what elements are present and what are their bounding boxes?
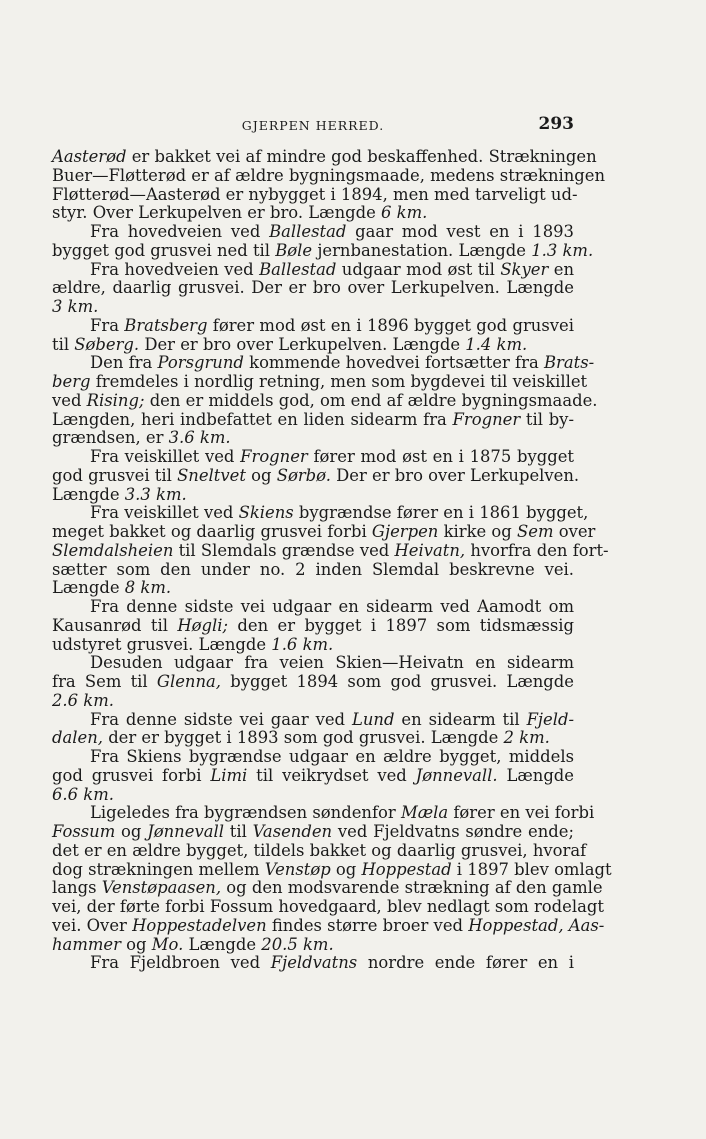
- italic-term: Fjeld-: [526, 709, 574, 729]
- italic-term: Aas-: [568, 915, 605, 935]
- italic-term: 3 km.: [52, 297, 99, 316]
- text-run: ved: [52, 390, 87, 410]
- text-run: og den modsvarende strækning af den gamle: [221, 878, 603, 898]
- text-run: langs: [52, 878, 102, 898]
- text-run: Fra denne sidste vei gaar ved: [90, 709, 352, 729]
- text-run: til by-: [520, 409, 574, 429]
- italic-term: Gjerpen: [371, 522, 439, 541]
- text-run: god grusvei forbi: [52, 765, 211, 785]
- italic-term: Brats-: [543, 353, 595, 373]
- text-line: [52, 840, 587, 861]
- text-run: ældre, daarlig grusvei. Der er bro over Lerkupelven. Længde: [52, 278, 574, 298]
- text-run: meget bakket og daarlig grusvei forbi: [52, 522, 372, 541]
- text-run: bygrændse fører en i 1861 bygget,: [293, 503, 589, 523]
- text-line: [52, 915, 605, 936]
- text-run: fra Sem til: [52, 672, 157, 691]
- italic-term: 6.6 km.: [52, 784, 114, 804]
- text-run: Fra: [90, 315, 125, 335]
- italic-term: Hoppestad: [361, 859, 452, 879]
- italic-term: Porsgrund: [157, 353, 244, 373]
- text-run: findes større broer ved: [266, 915, 469, 935]
- text-run: og: [120, 934, 152, 954]
- text-line: [52, 261, 574, 280]
- italic-term: Ballestad: [259, 259, 337, 279]
- italic-term: Sneltvet: [177, 465, 246, 485]
- page-number: 293: [538, 114, 574, 134]
- text-run: en: [548, 259, 574, 279]
- text-line: [52, 617, 574, 636]
- italic-term: 3.3 km.: [124, 484, 187, 504]
- italic-term: Hoppestad,: [468, 915, 564, 935]
- text-line: [52, 859, 612, 880]
- italic-term: Bratsberg: [124, 315, 208, 335]
- text-line: [52, 298, 574, 317]
- text-run: Buer—Fløtterød er af ældre bygningsmaade, medens strækningen: [52, 165, 606, 185]
- text-run: til: [223, 822, 253, 841]
- italic-term: Skiens: [238, 503, 294, 523]
- text-run: til: [52, 334, 75, 354]
- italic-term: Rising;: [86, 390, 145, 410]
- text-run: udgaar mod øst til: [336, 259, 501, 279]
- text-run: fører mod øst en i 1875 bygget: [307, 447, 575, 466]
- text-line: [52, 786, 574, 805]
- text-line: [52, 147, 597, 167]
- text-run: god grusvei til: [52, 465, 178, 485]
- italic-term: 8 km.: [124, 578, 172, 598]
- italic-term: Hoppestadelven: [132, 915, 267, 935]
- italic-term: 1.3 km.: [531, 240, 594, 260]
- italic-term: Limi: [210, 765, 248, 785]
- text-line: [52, 803, 595, 823]
- text-run: den er middels god, om end af ældre bygningsmaade.: [144, 390, 598, 410]
- text-run: styr. Over Lerkupelven er bro. Længde: [52, 203, 382, 223]
- text-run: udstyret grusvei. Længde: [52, 634, 272, 654]
- italic-term: Skyer: [500, 259, 549, 279]
- text-line: [52, 823, 574, 842]
- italic-term: Venstøp: [264, 859, 331, 879]
- text-run: Fra veiskillet ved: [90, 503, 239, 523]
- text-line: [52, 579, 574, 598]
- italic-term: 20.5 km.: [261, 934, 334, 954]
- text-run: der er bygget i 1893 som god grusvei. Længde: [102, 728, 504, 748]
- text-line: [52, 711, 574, 730]
- text-run: sætter som den under no. 2 inden Slemdal beskrevne vei.: [52, 559, 574, 579]
- text-line: [52, 204, 574, 223]
- italic-term: Fjeldvatns: [270, 953, 358, 973]
- text-run: Fra hovedveien ved: [90, 259, 260, 279]
- text-run: en sidearm til: [394, 709, 527, 729]
- italic-term: 2 km.: [503, 728, 550, 748]
- text-line: [52, 954, 574, 973]
- text-run: og: [245, 465, 277, 485]
- text-line: [52, 184, 578, 205]
- text-run: Fra Skiens bygrændse udgaar en ældre bygget, middels: [90, 747, 574, 766]
- text-line: [52, 448, 574, 467]
- text-line: [52, 390, 598, 411]
- body-text: [52, 147, 612, 973]
- text-line: [52, 636, 574, 655]
- text-run: Den fra: [90, 353, 158, 373]
- italic-term: berg: [52, 372, 91, 391]
- text-line: [52, 729, 574, 748]
- text-run: og: [115, 822, 148, 841]
- italic-term: Aasterød: [52, 147, 127, 166]
- italic-term: hammer: [52, 934, 121, 954]
- text-run: hvorfra den fort-: [465, 540, 609, 560]
- running-head: GJERPEN HERRED.: [241, 118, 385, 133]
- text-run: dog strækningen mellem: [52, 859, 265, 879]
- italic-term: Jønnevall: [147, 822, 224, 841]
- text-run: og: [330, 859, 362, 879]
- text-run: Længden, heri indbefattet en liden sidearm fra: [52, 409, 453, 429]
- italic-term: dalen,: [52, 728, 103, 748]
- italic-term: 6 km.: [381, 203, 428, 223]
- text-line: [52, 598, 574, 617]
- text-run: Der er bro over Lerkupelven.: [330, 465, 580, 485]
- italic-term: Glenna,: [156, 672, 222, 691]
- page-header: [52, 114, 574, 134]
- text-line: [52, 767, 574, 786]
- text-run: jernbanestation. Længde: [312, 240, 532, 260]
- text-run: til veikrydset ved: [247, 765, 416, 785]
- text-line: [52, 486, 574, 505]
- italic-term: Frogner: [240, 447, 308, 466]
- italic-term: Bøle: [275, 240, 313, 260]
- text-run: fører en vei forbi: [448, 803, 595, 823]
- text-line: [52, 692, 574, 711]
- italic-term: 1.6 km.: [271, 634, 334, 654]
- italic-term: 2.6 km.: [52, 690, 114, 710]
- text-run: grændsen, er: [52, 428, 169, 448]
- text-run: nordre ende fører en i: [357, 953, 575, 973]
- text-line: [52, 673, 574, 692]
- text-line: [52, 878, 603, 898]
- text-run: fremdeles i nordlig retning, men som bygdevei til veiskillet: [90, 372, 588, 391]
- text-run: kirke og: [438, 522, 518, 541]
- italic-term: Ballestad: [269, 222, 347, 241]
- text-run: vei. Over: [52, 915, 133, 935]
- text-run: det er en ældre bygget, tildels bakket og daarlig grusvei, hvoraf: [52, 840, 587, 860]
- text-run: den er bygget i 1897 som tidsmæssig: [228, 615, 574, 635]
- text-run: Fra hovedveien ved: [90, 222, 270, 241]
- italic-term: Sem: [517, 522, 554, 541]
- text-line: [52, 317, 574, 336]
- text-run: gaar mod vest en i 1893: [346, 222, 574, 241]
- italic-term: Jønnevall.: [415, 765, 498, 785]
- italic-term: 1.4 km.: [465, 334, 528, 354]
- text-run: Fløtterød—Aasterød er nybygget i 1894, men med tarveligt ud-: [52, 184, 578, 204]
- text-run: Fra denne sidste vei udgaar en sidearm ved Aamodt om: [90, 597, 574, 616]
- text-run: til Slemdals grændse ved: [173, 540, 395, 560]
- text-line: [52, 165, 606, 186]
- text-run: bygget 1894 som god grusvei. Længde: [221, 672, 574, 691]
- text-line: [52, 429, 574, 448]
- text-run: kommende hovedvei fortsætter fra: [243, 353, 544, 373]
- italic-term: Fossum: [52, 822, 116, 841]
- italic-term: Søberg.: [74, 334, 140, 354]
- italic-term: Lund: [351, 709, 395, 729]
- italic-term: Sørbø.: [276, 465, 331, 485]
- text-run: Fra veiskillet ved: [90, 447, 241, 466]
- text-line: [52, 411, 574, 430]
- text-run: Længde: [497, 765, 574, 785]
- italic-term: Høgli;: [177, 615, 229, 635]
- text-run: fører mod øst en i 1896 bygget god grusvei: [207, 315, 574, 335]
- italic-term: Slemdalsheien: [52, 540, 174, 560]
- text-run: ved Fjeldvatns søndre ende;: [332, 822, 574, 841]
- text-line: [52, 936, 574, 955]
- text-line: [52, 279, 574, 298]
- text-line: [52, 654, 574, 673]
- italic-term: Mo.: [151, 934, 184, 954]
- text-line: [52, 372, 588, 392]
- italic-term: Vasenden: [252, 822, 333, 841]
- italic-term: Venstøpaasen,: [101, 878, 222, 898]
- text-run: Længde: [52, 578, 125, 598]
- text-run: Længde: [52, 484, 125, 504]
- italic-term: 3.6 km.: [168, 428, 231, 448]
- text-run: bygget god grusvei ned til: [52, 240, 276, 260]
- text-run: Desuden udgaar fra veien Skien—Heivatn en sidearm: [90, 653, 574, 673]
- text-run: vei, der førte forbi Fossum hovedgaard, blev nedlagt som rodelagt: [52, 897, 604, 916]
- italic-term: Frogner: [452, 409, 521, 429]
- text-line: [52, 223, 574, 242]
- text-run: i 1897 blev omlagt: [451, 859, 612, 879]
- text-run: Længde: [183, 934, 262, 954]
- text-line: [52, 336, 574, 355]
- text-line: [52, 748, 574, 767]
- text-line: [52, 353, 595, 373]
- text-run: er bakket vei af mindre god beskaffenhed. Strækningen: [126, 147, 597, 166]
- text-run: Ligeledes fra bygrændsen søndenfor: [90, 803, 401, 823]
- text-run: Kausanrød til: [52, 615, 178, 635]
- text-line: [52, 503, 589, 523]
- text-line: [52, 465, 580, 486]
- text-run: Fra Fjeldbroen ved: [90, 953, 271, 973]
- italic-term: Mæla: [400, 803, 449, 823]
- italic-term: Heivatn,: [394, 540, 466, 560]
- text-line: [52, 561, 574, 580]
- text-run: Der er bro over Lerkupelven. Længde: [139, 334, 466, 354]
- text-line: [52, 522, 596, 542]
- text-line: [52, 897, 604, 917]
- text-line: [52, 240, 594, 261]
- text-line: [52, 540, 609, 561]
- text-run: over: [553, 522, 596, 541]
